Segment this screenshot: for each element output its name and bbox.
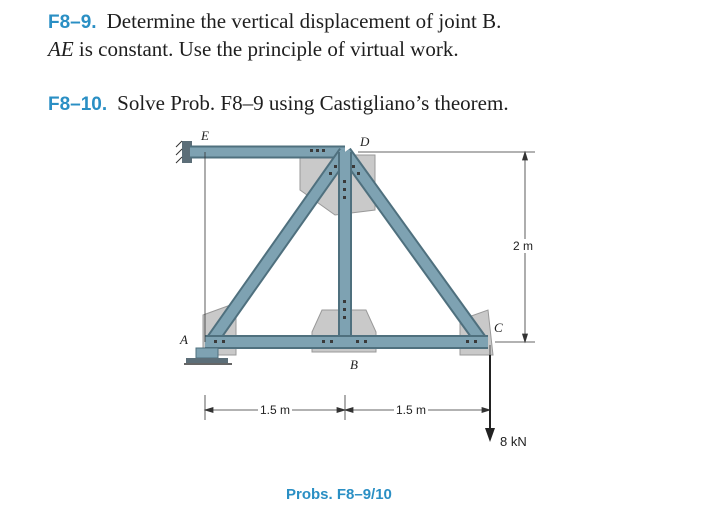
joint-label-e: E — [201, 128, 209, 143]
problem-number: F8–10. — [48, 94, 108, 115]
load-label: 8 kN — [500, 434, 527, 449]
joint-label-c: C — [494, 320, 503, 335]
dimension-horizontal — [205, 395, 490, 420]
problem-text-line1: Determine the vertical displacement of joint B. — [106, 9, 502, 33]
ae-symbol: AE — [48, 37, 74, 61]
joint-label-d: D — [360, 134, 370, 149]
dimension-vertical — [358, 152, 535, 342]
joint-label-a: A — [180, 332, 188, 347]
dimension-label-right: 1.5 m — [396, 403, 427, 417]
wall-support-e — [176, 141, 192, 163]
dimension-label-left: 1.5 m — [260, 403, 291, 417]
problem-number: F8–9. — [48, 12, 97, 33]
figure-caption: Probs. F8–9/10 — [286, 486, 392, 503]
load-arrow — [485, 355, 495, 442]
truss-members — [190, 152, 488, 342]
dimension-label-height: 2 m — [513, 239, 534, 253]
problem-text-line2: is constant. Use the principle of virtual work. — [73, 37, 459, 61]
problem-text: Solve Prob. F8–9 using Castigliano’s theorem. — [117, 91, 509, 115]
joint-label-b: B — [350, 357, 358, 372]
